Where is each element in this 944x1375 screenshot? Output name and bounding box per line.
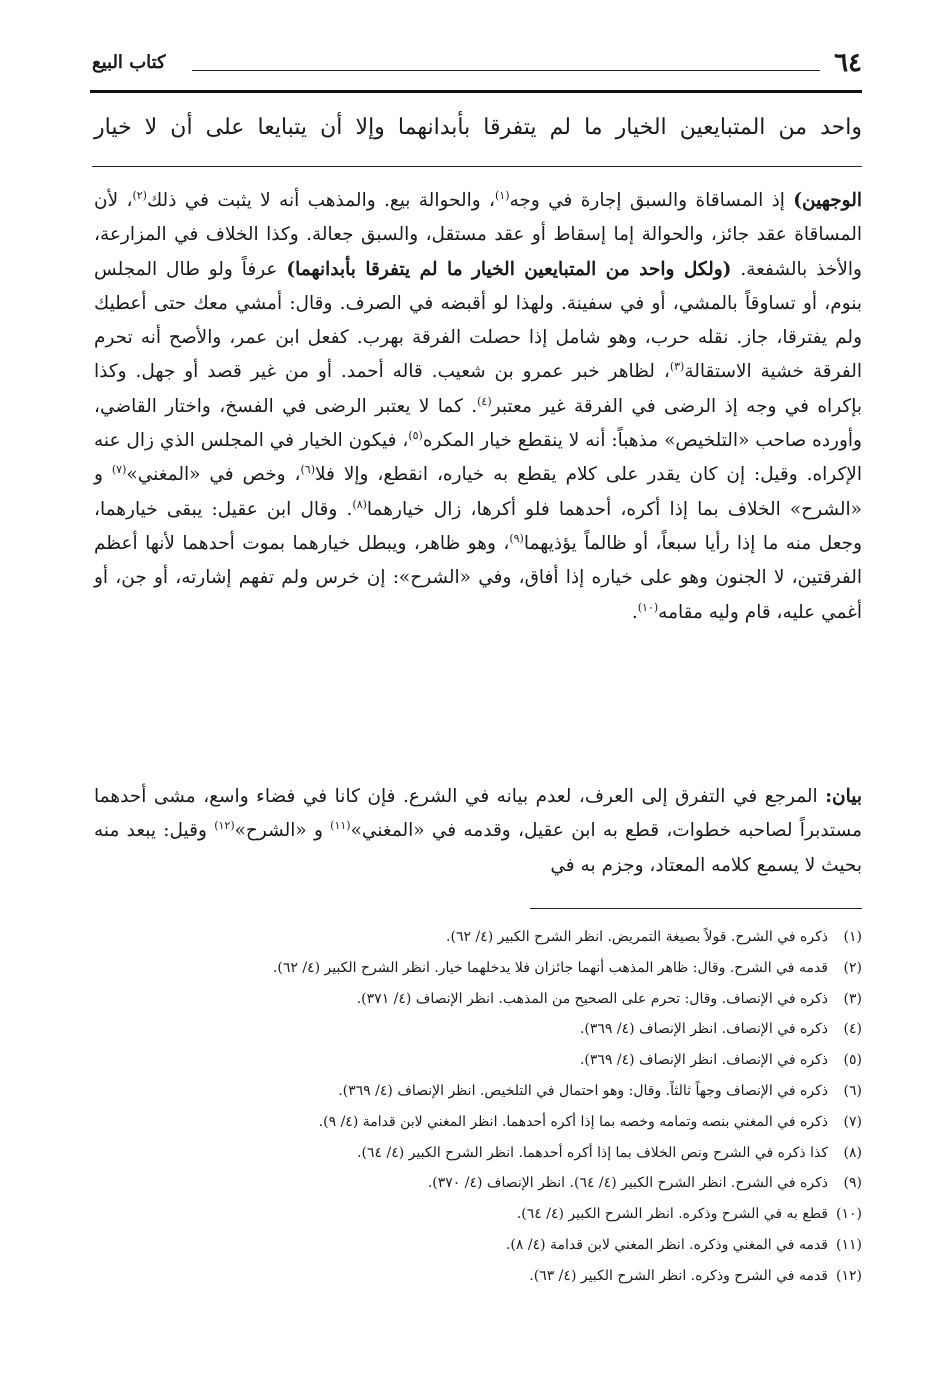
footnote-item (94, 1014, 862, 1045)
footnote-item (94, 953, 862, 984)
footnote-item (94, 1199, 862, 1230)
footnote-text: ذكره في الإنصاف. انظر الإنصاف (٤/ ٣٦٩). (579, 1052, 828, 1069)
commentary-text: ، لأن المساقاة عقد جائز، والحوالة إما إسقاط أو عقد مستقل، والسبق جعالة. وكذا الخلاف في المزارعة، والأخذ بالشفعة. (94, 190, 862, 280)
commentary-text: عرفاً ولو طال المجلس بنوم، أو تساوقاً بالمشي، أو في سفينة. ولهذا لو أقبضه في الصرف. وقال: أمشي معك حتى أعطيك ولم يفترقا، جاز. نقله حرب، وهو شامل إذا حصلت الفرقة بهرب. كفعل ابن عمر، والأصح أنه تحرم الفرقة خشية الاستقالة (94, 258, 862, 383)
footnote-number: (٣) (843, 990, 862, 1007)
footnote-ref: (١١) (330, 819, 351, 833)
commentary-paragraph-2 (94, 780, 862, 883)
header-rule (192, 70, 820, 71)
footnote-number: (٦) (843, 1082, 862, 1099)
footnote-ref: (٦) (300, 463, 316, 477)
footnote-item (94, 1107, 862, 1138)
commentary-text: وقيل: يبعد منه بحيث لا يسمع كلامه المعتاد، وجزم به في (94, 820, 862, 876)
commentary-text: ، وخص في «المغني» (126, 464, 301, 486)
footnote-ref: (٧) (111, 463, 127, 477)
footnote-number: (١) (843, 929, 862, 945)
commentary-text: . كما لا يعتبر الرضى في الفسخ، واختار القاضي، وأورده صاحب «التلخيص» مذهباً: أنه لا ينقطع خيار المكره (94, 395, 862, 452)
footnote-number: (١١) (836, 1236, 862, 1253)
page-header (92, 48, 862, 88)
footnote-text: ذكره في الشرح. انظر الشرح الكبير (٤/ ٦٤). انظر الإنصاف (٤/ ٣٧٠). (427, 1175, 828, 1192)
commentary-text: . (631, 601, 638, 623)
footnote-text: ذكره في الشرح. قولاً بصيغة التمريض. انظر الشرح الكبير (٤/ ٦٢). (446, 929, 828, 945)
footnote-ref: (١٠) (637, 600, 659, 614)
book-title: كتاب البيع (92, 52, 166, 73)
footnote-item (94, 1261, 862, 1292)
footnote-number: (١٢) (836, 1267, 862, 1284)
commentary-text: ، فيكون الخيار في المجلس الذي زال عنه الإكراه. وقيل: إن كان يقدر على كلام يقطع به خياره، انقطع، وإلا فلا (94, 430, 862, 486)
commentary-text: . وقال ابن عقيل: يبقى خيارهما، وجعل منه ما إذا رأيا سبعاً، أو ظالماً يؤذيهما (94, 498, 863, 554)
footnote-text: ذكره في الإنصاف. انظر الإنصاف (٤/ ٣٦٩). (579, 1021, 828, 1038)
commentary-paragraph-1 (94, 184, 862, 630)
commentary-text: المرجع في التفرق إلى العرف، لعدم بيانه في الشرع. فإن كانا في فضاء واسع، مشى أحدهما مستدبراً لصاحبه خطوات، قطع به ابن عقيل، وقدمه في «المغني» (94, 786, 863, 842)
footnote-ref: (٢) (132, 188, 147, 202)
footnotes-list (94, 922, 862, 1292)
footnotes-divider (530, 908, 862, 909)
page-number: ٦٤ (834, 48, 862, 78)
footnote-number: (٥) (843, 1052, 862, 1069)
footnote-ref: (٣) (669, 360, 685, 374)
matn-text: واحد من المتبايعين الخيار ما لم يتفرقا بأبدانهما وإلا أن يتبايعا على أن لا خيار (94, 115, 862, 140)
footnote-number: (٧) (843, 1113, 862, 1130)
footnote-text: ذكره في المغني بنصه وتمامه وخصه بما إذا أكره أحدهما. انظر المغني لابن قدامة (٤/ ٩). (318, 1113, 828, 1130)
header-divider (90, 90, 862, 93)
footnote-number: (٨) (843, 1144, 862, 1161)
commentary-text: ، والحوالة بيع. والمذهب أنه لا يثبت في ذلك (146, 190, 495, 211)
footnote-item (94, 1230, 862, 1261)
footnote-item (94, 1168, 862, 1199)
quoted-matn: (ولكل واحد من المتبايعين الخيار ما لم يتفرقا بأبدانهما) (286, 258, 732, 280)
matn-divider (92, 166, 862, 167)
footnote-text: ذكره في الإنصاف وجهاً ثالثاً. وقال: وهو احتمال في التلخيص. انظر الإنصاف (٤/ ٣٦٩). (338, 1082, 828, 1099)
footnote-text: قطع به في الشرح وذكره. انظر الشرح الكبير (٤/ ٦٤). (516, 1206, 828, 1223)
footnote-ref: (٩) (509, 531, 524, 545)
bold-keyword: بيان: (825, 786, 862, 807)
footnote-ref: (١٢) (214, 819, 235, 833)
footnote-item (94, 1138, 862, 1169)
bold-keyword: الوجهين) (793, 190, 862, 211)
footnote-item (94, 1076, 862, 1107)
footnote-text: قدمه في المغني وذكره. انظر المغني لابن قدامة (٤/ ٨). (505, 1236, 828, 1253)
footnote-item (94, 922, 862, 953)
commentary-text: ، وهو ظاهر، ويبطل خيارهما بموت أحدهما لأنها أعظم الفرقتين، لا الجنون وهو على خياره إذا أفاق، وفي «الشرح»: إن خرس ولم تفهم إشارته، أو جن، أو أغمي عليه، قام وليه مقامه (94, 532, 862, 623)
commentary-text: و «الشرح» الخلاف بما إذا أكره، أحدهما فلو أكرها، زال خيارهما (94, 464, 862, 520)
footnote-number: (٩) (843, 1175, 862, 1192)
footnote-ref: (١) (494, 188, 510, 202)
footnote-number: (٢) (843, 959, 862, 976)
footnote-number: (٤) (843, 1021, 862, 1038)
commentary-text: إذ المساقاة والسبق إجارة في وجه (509, 190, 794, 211)
footnote-number: (١٠) (836, 1206, 862, 1223)
footnote-item (94, 984, 862, 1015)
commentary-text: و «الشرح» (234, 820, 331, 842)
footnote-text: ذكره في الإنصاف. وقال: تحرم على الصحيح من المذهب. انظر الإنصاف (٤/ ٣٧١). (356, 990, 828, 1007)
footnote-item (94, 1045, 862, 1076)
footnote-ref: (٤) (477, 394, 492, 408)
footnote-text: قدمه في الشرح. وقال: ظاهر المذهب أنهما جائزان فلا يدخلهما خيار. انظر الشرح الكبير (٤/ ٦٢). (272, 959, 828, 976)
footnote-text: كذا ذكره في الشرح ونص الخلاف بما إذا أكره أحدهما. انظر الشرح الكبير (٤/ ٦٤). (357, 1144, 828, 1161)
footnote-text: قدمه في الشرح وذكره. انظر الشرح الكبير (٤/ ٦٣). (529, 1267, 828, 1284)
footnote-ref: (٨) (352, 497, 367, 511)
footnote-ref: (٥) (408, 428, 423, 442)
commentary-text: ، لظاهر خبر عمرو بن شعيب. قاله أحمد. أو من غير قصد أو جهل. وكذا بإكراه في وجه إذ الرضى في الفرقة غير معتبر (94, 361, 862, 417)
